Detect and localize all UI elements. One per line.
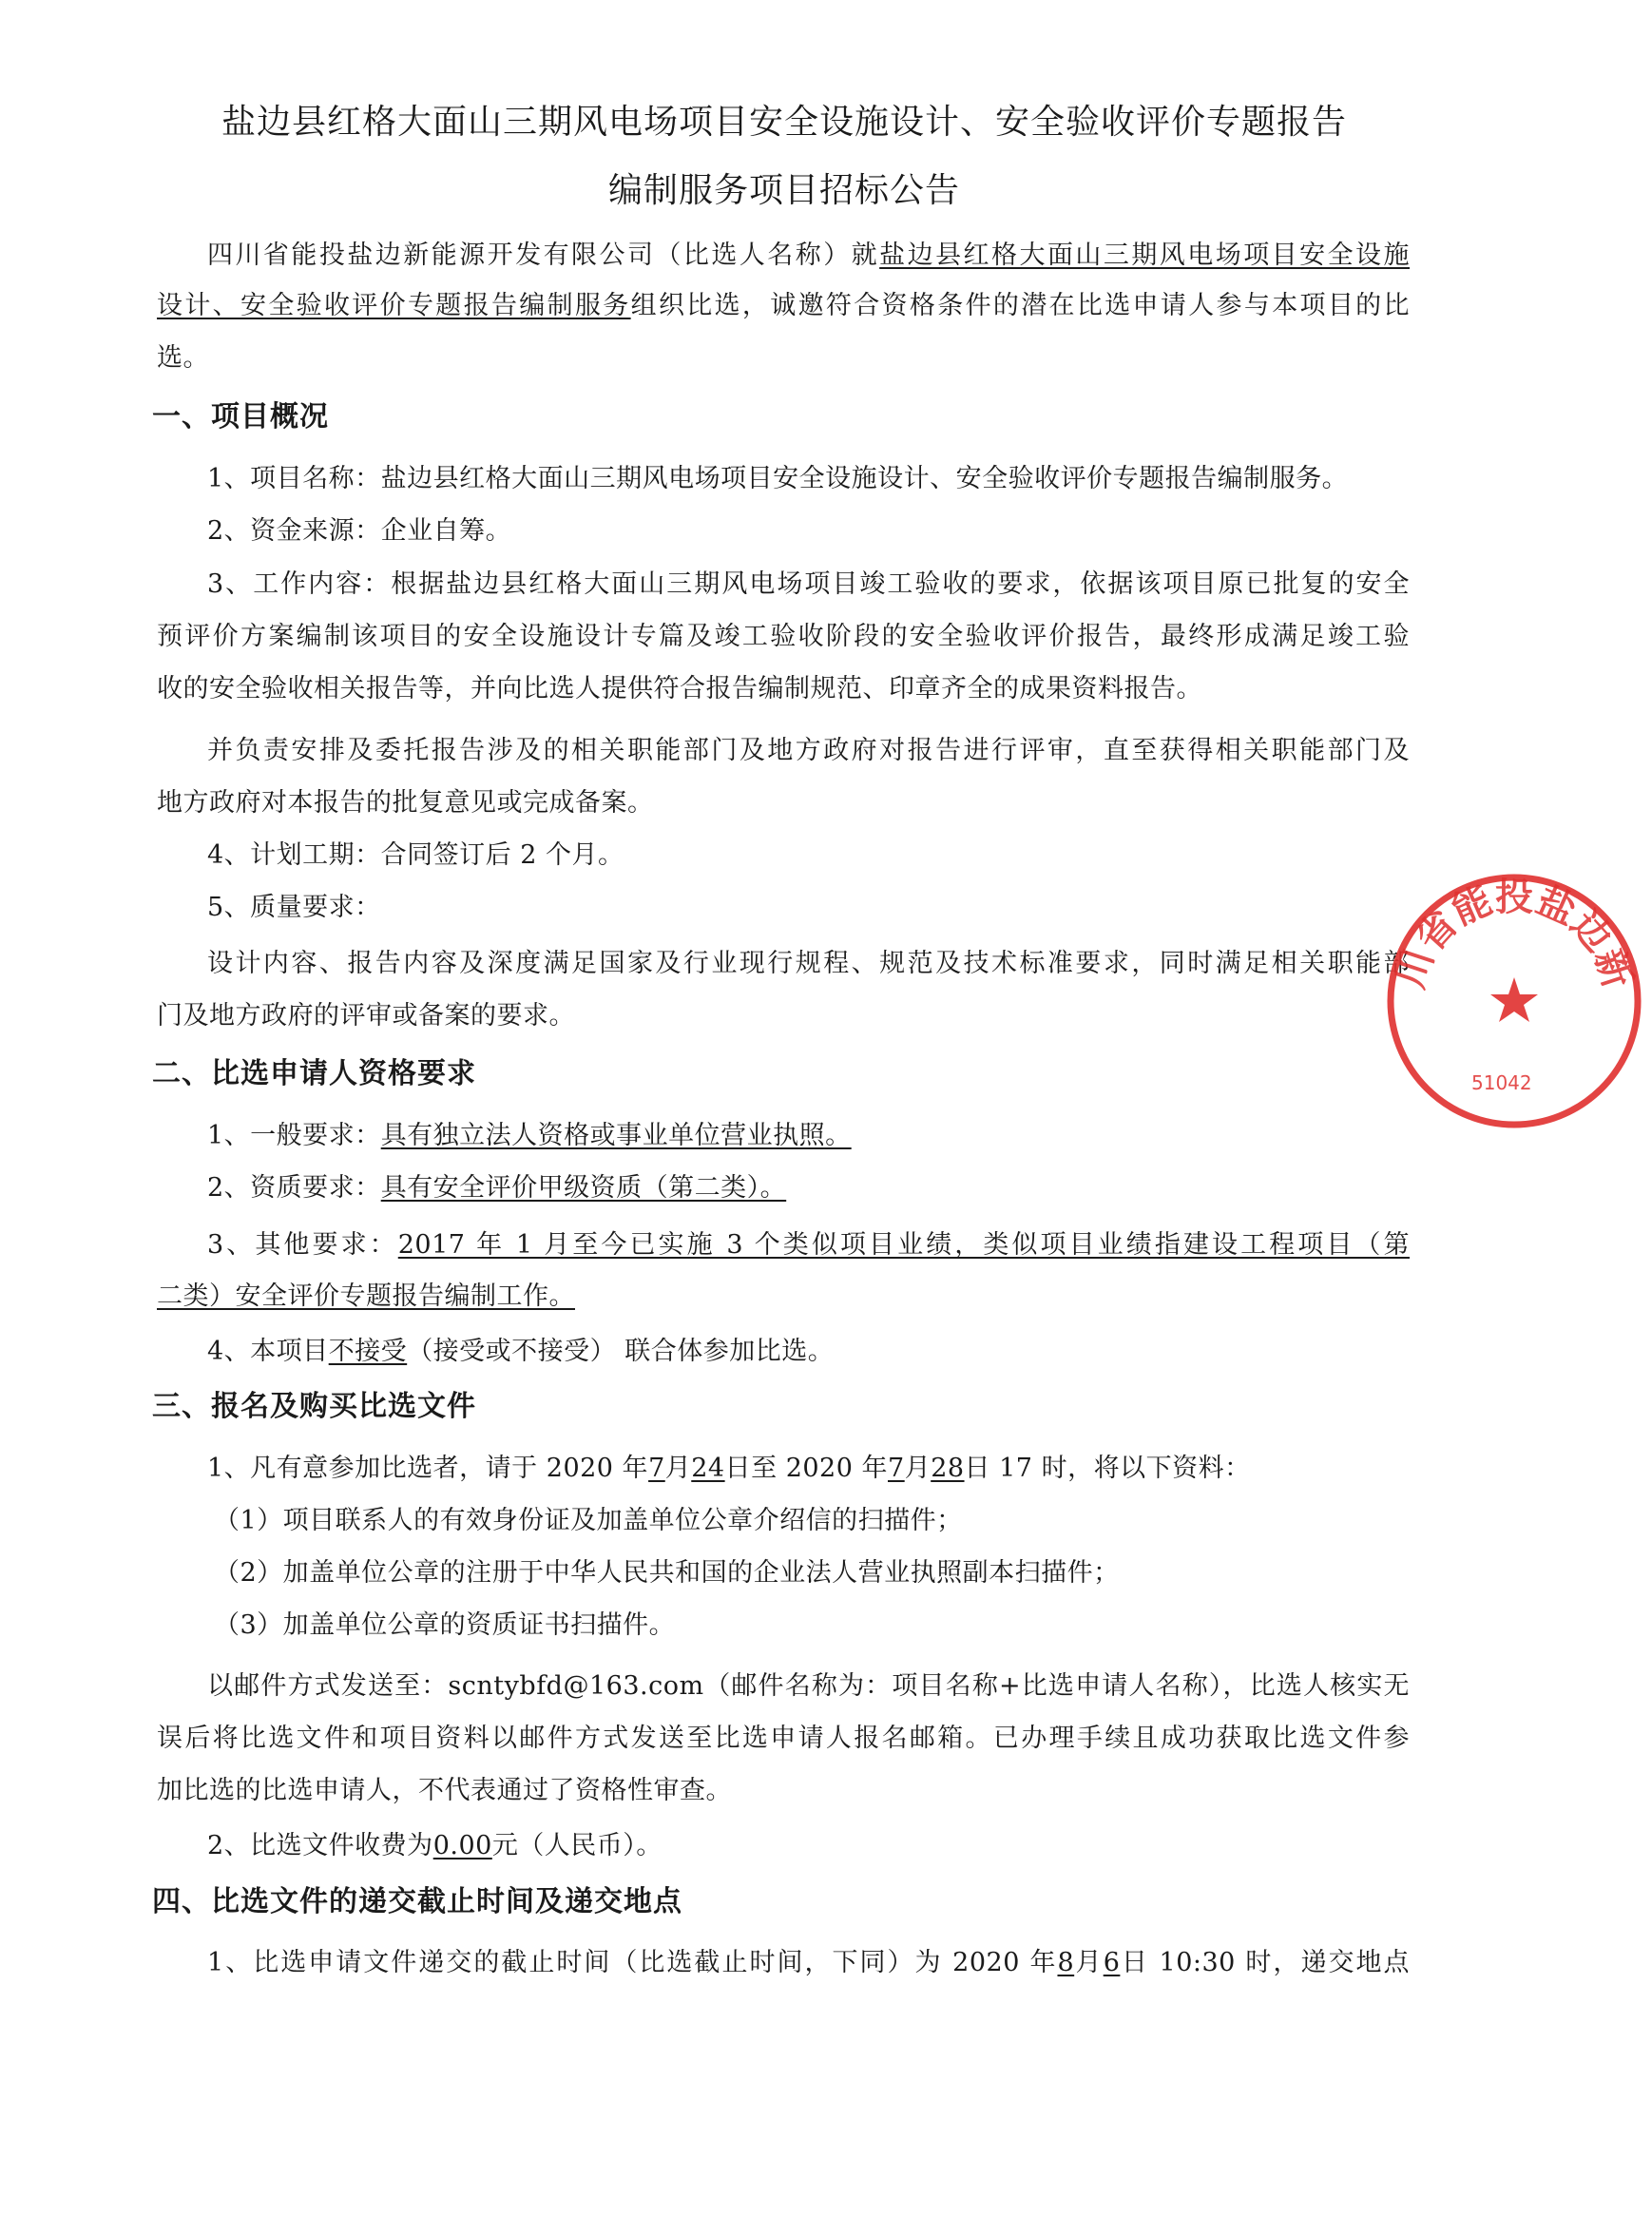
s1-item1: 1、项目名称：盐边县红格大面山三期风电场项目安全设施设计、安全验收评价专题报告编制服务。 <box>207 464 1349 493</box>
project-name-underlined-cont: 设计、安全验收评价专题报告编制服务 <box>157 291 631 320</box>
s2-req3-line1: 3、其他要求：2017 年 1 月至今已实施 3 个类似项目业绩，类似项目业绩指建设工程项目（第 <box>207 1230 1410 1260</box>
document-title-line1: 盐边县红格大面山三期风电场项目安全设施设计、安全验收评价专题报告 <box>221 103 1347 142</box>
section4-heading: 四、比选文件的递交截止时间及递交地点 <box>152 1885 682 1918</box>
project-name-underlined: 盐边县红格大面山三期风电场项目安全设施 <box>879 241 1411 270</box>
section1-heading: 一、项目概况 <box>152 400 329 434</box>
s3-doc2: （2）加盖单位公章的注册于中华人民共和国的企业法人营业执照副本扫描件； <box>214 1558 1120 1588</box>
intro-line2: 设计、安全验收评价专题报告编制服务组织比选，诚邀符合资格条件的潜在比选申请人参与本项目的比 <box>157 291 1411 320</box>
intro-line1: 四川省能投盐边新能源开发有限公司（比选人名称）就盐边县红格大面山三期风电场项目安全设施 <box>207 241 1411 270</box>
s1-item3-line3: 收的安全验收相关报告等，并向比选人提供符合报告编制规范、印章齐全的成果资料报告。 <box>157 674 1202 703</box>
s1-item2: 2、资金来源：企业自筹。 <box>207 516 512 546</box>
s3-mail-line2: 误后将比选文件和项目资料以邮件方式发送至比选申请人报名邮箱。已办理手续且成功获取比选文件参 <box>157 1724 1410 1753</box>
official-seal-stamp <box>1357 829 1652 1139</box>
s3-mail-line3: 加比选的比选申请人，不代表通过了资格性审查。 <box>157 1776 732 1805</box>
s3-fee: 2、比选文件收费为0.00元（人民币）。 <box>207 1831 663 1860</box>
seal-code: 51042 <box>1471 1071 1532 1094</box>
section3-heading: 三、报名及购买比选文件 <box>152 1390 476 1423</box>
s1-quality-line2: 门及地方政府的评审或备案的要求。 <box>157 1001 575 1031</box>
s3-doc1: （1）项目联系人的有效身份证及加盖单位公章介绍信的扫描件； <box>214 1506 963 1535</box>
document-title-line2: 编制服务项目招标公告 <box>607 171 960 210</box>
seal-text: 四川省能投盐边新能 <box>1357 829 1640 994</box>
s4-deadline: 1、比选申请文件递交的截止时间（比选截止时间，下同）为 2020 年8月6日 10:30 时，递交地点 <box>207 1948 1410 1977</box>
s1-item3-line1: 3、工作内容：根据盐边县红格大面山三期风电场项目竣工验收的要求，依据该项目原已批复的安全 <box>207 569 1410 599</box>
s1-item3-line2: 预评价方案编制该项目的安全设施设计专篇及竣工验收阶段的安全验收评价报告，最终形成满足竣工验 <box>157 622 1410 651</box>
s1-item4: 4、计划工期：合同签订后 2 个月。 <box>207 840 624 870</box>
seal-star-icon <box>1490 977 1538 1022</box>
s1-item5: 5、质量要求： <box>207 893 381 922</box>
s1-para-line2: 地方政府对本报告的批复意见或完成备案。 <box>157 788 654 818</box>
s3-registration: 1、凡有意参加比选者，请于 2020 年7月24日至 2020 年7月28日 17 时，将以下资料： <box>207 1454 1251 1483</box>
s2-req1: 1、一般要求：具有独立法人资格或事业单位营业执照。 <box>207 1121 852 1150</box>
s1-para-line1: 并负责安排及委托报告涉及的相关职能部门及地方政府对报告进行评审，直至获得相关职能部门及 <box>207 736 1410 765</box>
s3-doc3: （3）加盖单位公章的资质证书扫描件。 <box>214 1610 676 1640</box>
s1-quality-line1: 设计内容、报告内容及深度满足国家及行业现行规程、规范及技术标准要求，同时满足相关职能部 <box>207 949 1410 978</box>
s2-req4: 4、本项目不接受（接受或不接受） 联合体参加比选。 <box>207 1337 835 1366</box>
s2-req3-line2: 二类）安全评价专题报告编制工作。 <box>157 1281 575 1311</box>
intro-line3: 选。 <box>157 343 209 373</box>
s3-mail-line1: 以邮件方式发送至：scntybfd@163.com（邮件名称为：项目名称+比选申请人名称），比选人核实无 <box>207 1671 1410 1701</box>
s2-req2: 2、资质要求：具有安全评价甲级资质（第二类）。 <box>207 1173 787 1203</box>
section2-heading: 二、比选申请人资格要求 <box>152 1057 476 1090</box>
